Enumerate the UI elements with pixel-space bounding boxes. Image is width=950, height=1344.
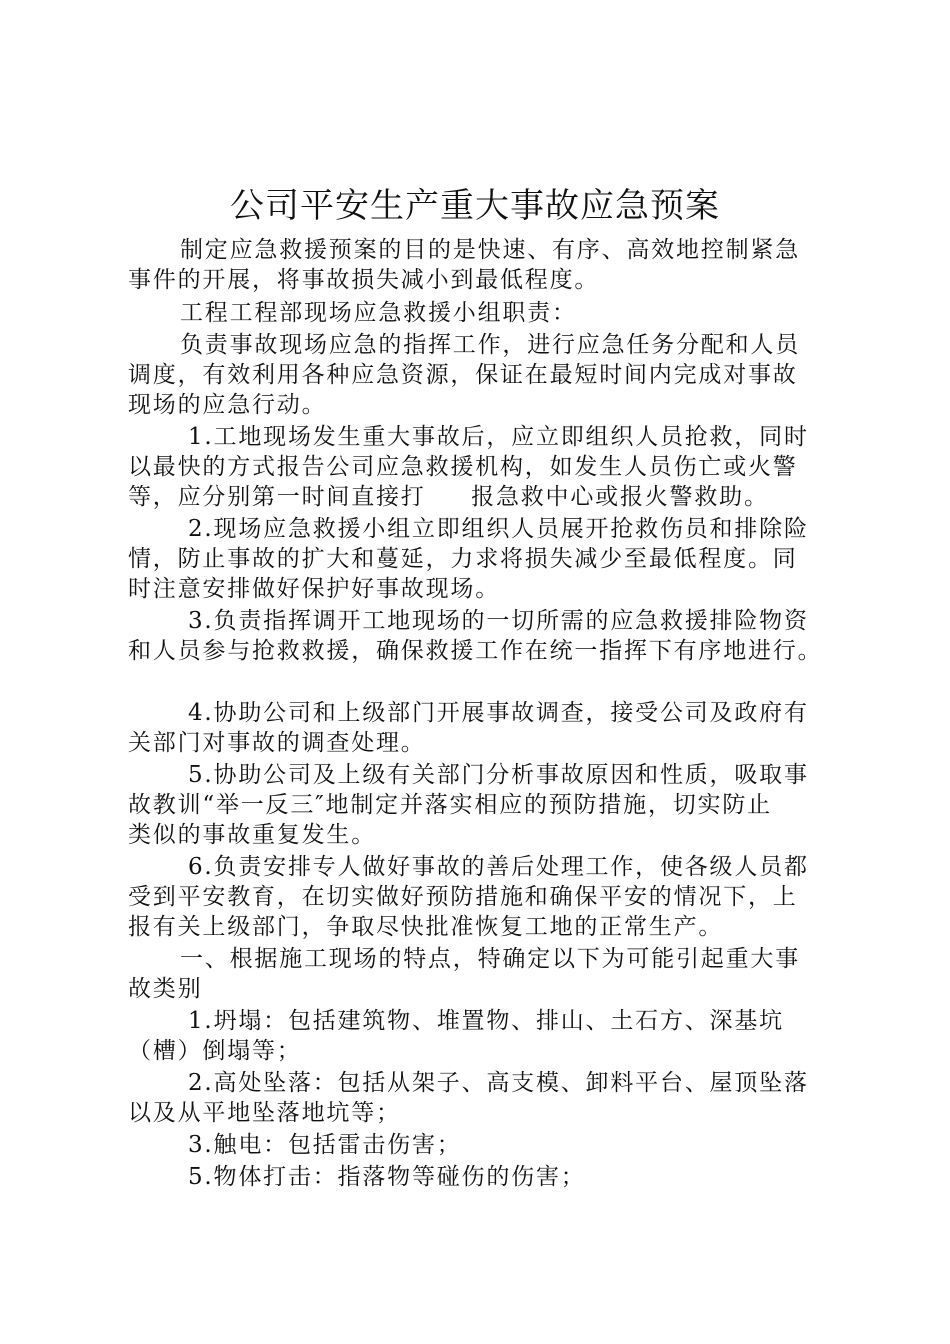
paragraph-line: 1.工地现场发生重大事故后，应立即组织人员抢救，同时 — [188, 424, 809, 450]
paragraph-line: 工程工程部现场应急救援小组职责： — [180, 300, 577, 326]
paragraph-line: 负责事故现场应急的指挥工作，进行应急任务分配和人员 — [180, 332, 800, 358]
paragraph-line: 受到平安教育，在切实做好预防措施和确保平安的情况下，上 — [128, 884, 798, 910]
document-title: 公司平安生产重大事故应急预案 — [230, 186, 720, 226]
paragraph-line: 时注意安排做好保护好事故现场。 — [128, 576, 500, 602]
paragraph-line: 4.协助公司和上级部门开展事故调查，接受公司及政府有 — [188, 700, 809, 726]
paragraph-line: 报有关上级部门，争取尽快批准恢复工地的正常生产。 — [128, 914, 724, 940]
paragraph-line: 3.负责指挥调开工地现场的一切所需的应急救援排险物资 — [188, 608, 809, 634]
paragraph-line: 情，防止事故的扩大和蔓延，力求将损失减少至最低程度。同 — [128, 546, 798, 572]
paragraph-line: 事件的开展，将事故损失减小到最低程度。 — [128, 267, 600, 293]
list-item: 5.物体打击：指落物等碰伤的伤害； — [188, 1164, 586, 1190]
paragraph-line: 5.协助公司及上级有关部门分析事故原因和性质，吸取事 — [188, 762, 809, 788]
paragraph-line: 6.负责安排专人做好事故的善后处理工作，使各级人员都 — [188, 854, 809, 880]
paragraph-line: 以最快的方式报告公司应急救援机构，如发生人员伤亡或火警 — [128, 454, 798, 480]
paragraph-line: 关部门对事故的调查处理。 — [128, 730, 426, 756]
paragraph-line: 类似的事故重复发生。 — [128, 822, 376, 848]
paragraph-line: 现场的应急行动。 — [128, 392, 327, 418]
paragraph-line: 和人员参与抢救救援，确保救援工作在统一指挥下有序地进行。 — [128, 638, 823, 664]
paragraph-line: 故类别 — [128, 976, 203, 1002]
list-item: 以及从平地坠落地坑等； — [128, 1100, 401, 1126]
paragraph-line: 一、根据施工现场的特点，特确定以下为可能引起重大事 — [180, 946, 800, 972]
list-item: 2.高处坠落：包括从架子、高支模、卸料平台、屋顶坠落 — [188, 1070, 809, 1096]
paragraph-line: 制定应急救援预案的目的是快速、有序、高效地控制紧急 — [180, 237, 800, 263]
paragraph-line: 等，应分别第一时间直接打 报急救中心或报火警救助。 — [128, 484, 769, 510]
list-item: 1.坍塌：包括建筑物、堆置物、排山、土石方、深基坑 — [188, 1008, 784, 1034]
list-item: 3.触电：包括雷击伤害； — [188, 1132, 462, 1158]
list-item: （槽）倒塌等； — [128, 1038, 302, 1064]
paragraph-line: 故教训“举一反三″地制定并落实相应的预防措施，切实防止 — [128, 792, 772, 818]
paragraph-line: 2.现场应急救援小组立即组织人员展开抢救伤员和排除险 — [188, 516, 809, 542]
paragraph-line: 调度，有效利用各种应急资源，保证在最短时间内完成对事故 — [128, 362, 798, 388]
